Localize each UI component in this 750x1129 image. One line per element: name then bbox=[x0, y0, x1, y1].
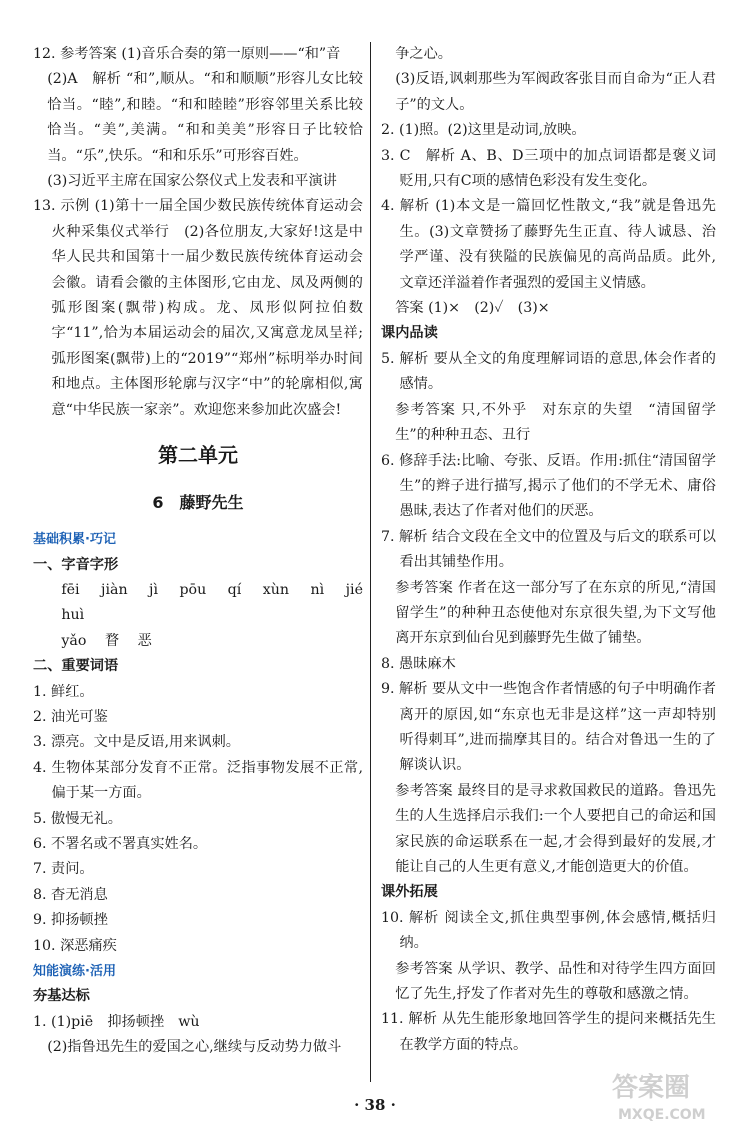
section-heading-practice: 知能演练·活用 bbox=[33, 964, 116, 979]
section-heading-reading: 课内品读 bbox=[381, 325, 438, 342]
section-heading-basic: 基础积累·巧记 bbox=[33, 532, 116, 548]
vocab-item: 3. 漂亮。文中是反语,用来讽刺。 bbox=[33, 734, 240, 751]
answer-item: 10. 解析 阅读全文,抓住典型事例,体会感情,概括归纳。 bbox=[381, 909, 716, 952]
watermark-url: MXQE.COM bbox=[618, 1107, 706, 1123]
answer-item: 4. 解析 (1)本文是一篇回忆性散文,“我”就是鲁迅先生。(3)文章赞扬了藤野先生正直、待人诚恳、治学严谨、没有狭隘的民族偏见的高尚品质。此外,文章还洋溢着作者强烈的爱国主义情感。 bbox=[381, 198, 716, 291]
answer-item: 1. (1)piē 抑扬顿挫 wù bbox=[33, 1013, 200, 1030]
q12-part3: (3)习近平主席在国家公祭仪式上发表和平演讲 bbox=[47, 173, 337, 190]
answer-item: 7. 解析 结合文段在全文中的位置及与后文的联系可以看出其铺垫作用。 bbox=[381, 528, 716, 571]
q13-answer: 13. 示例 (1)第十一届全国少数民族传统体育运动会火种采集仪式举行 (2)各位朋友,大家好!这是中华人民共和国第十一届少数民族传统体育运动会会徽。请看会徽的主体图形,它由龙、凤及两侧的弧形图案(飘带)构成。龙、凤形似阿拉伯数字“11”,恰为本届运动会的届次,又寓意龙凤呈祥;弧形图案(飘带)上的“2019”“郑州”标明举办时间和地点。主体图形轮廓与汉字“中”的轮廓相似,寓意“中华民族一家亲”。欢迎您来参加此次盛会! bbox=[33, 198, 363, 418]
answer-item: 8. 愚昧麻木 bbox=[381, 655, 456, 672]
vocab-item: 8. 杳无消息 bbox=[33, 886, 108, 903]
vocab-item: 7. 责问。 bbox=[33, 861, 94, 878]
right-column bbox=[381, 42, 716, 1058]
vocab-item: 2. 油光可鉴 bbox=[33, 708, 108, 725]
answer-item: 11. 解析 从先生能形象地回答学生的提问来概括先生在教学方面的特点。 bbox=[381, 1011, 716, 1053]
vocab-item: 6. 不署名或不署真实姓名。 bbox=[33, 835, 208, 852]
reference-answer: 参考答案 只,不外乎 对东京的失望 “清国留学生”的种种丑态、丑行 bbox=[395, 401, 716, 444]
answer-item: 9. 解析 要从文中一些饱含作者情感的句子中明确作者离开的原因,如“东京也无非是这样”这一声却特别听得刺耳”,进而揣摩其目的。结合对鲁迅一生的了解谈认识。 bbox=[381, 681, 716, 774]
answer-key: 答案 (1)× (2)✓ (3)× bbox=[395, 300, 550, 317]
reference-answer: 参考答案 从学识、教学、品性和对待学生四方面回忆了先生,抒发了作者对先生的尊敬和感激之情。 bbox=[395, 960, 716, 1003]
answer-item: 6. 修辞手法:比喻、夸张、反语。作用:抓住“清国留学生”的辫子进行描写,揭示了他们的不学无术、庸俗愚昧,表达了作者对他们的厌恶。 bbox=[381, 452, 716, 520]
answer-part3: (3)反语,讽刺那些为军阀政客张目而自命为“正人君子”的文人。 bbox=[395, 71, 716, 113]
vocab-item: 5. 傲慢无礼。 bbox=[33, 810, 122, 827]
reference-answer: 参考答案 最终目的是寻求救国救民的道路。鲁迅先生的人生选择启示我们:一个人要把自己的命运和国家民族的命运联系在一起,才会得到最好的发展,才能让自己的人生更有意义,才能创造更大的价值。 bbox=[395, 782, 716, 875]
left-column bbox=[33, 42, 363, 1061]
answer-item-part2: (2)指鲁迅先生的爱国之心,继续与反动势力做斗 bbox=[47, 1039, 342, 1056]
reference-answer: 参考答案 作者在这一部分写了在东京的所见,“清国留学生”的种种丑态使他对东京很失望,为下文写他离开东京到仙台见到藤野先生做了铺垫。 bbox=[395, 579, 716, 647]
subsection-heading: 夯基达标 bbox=[33, 988, 90, 1005]
continued-text: 争之心。 bbox=[395, 46, 452, 62]
lesson-title: 6 藤野先生 bbox=[152, 493, 244, 513]
part-heading-vocabulary: 二、重要词语 bbox=[33, 658, 119, 675]
column-divider bbox=[370, 42, 371, 1082]
answer-item: 5. 解析 要从全文的角度理解词语的意思,体会作者的感情。 bbox=[381, 350, 716, 393]
vocab-item: 9. 抑扬顿挫 bbox=[33, 912, 108, 929]
q12-part2: (2)A 解析 “和”,顺从。“和和顺顺”形容儿女比较恰当。“睦”,和睦。“和和睦睦”形容邻里关系比较恰当。“美”,美满。“和和美美”形容日子比较恰当。“乐”,快乐。“和和乐乐”可形容百姓。 bbox=[47, 71, 363, 164]
unit-title: 第二单元 bbox=[158, 443, 238, 468]
answer-item: 3. C 解析 A、B、D三项中的加点词语都是褒义词贬用,只有C项的感情色彩没有发生变化。 bbox=[381, 147, 716, 190]
pinyin-line-1: fēi jiàn jì pōu qí xùn nì jié huì bbox=[61, 581, 363, 624]
vocab-item: 4. 生物体某部分发育不正常。泛指事物发展不正常,偏于某一方面。 bbox=[33, 759, 363, 802]
vocab-item: 1. 鲜红。 bbox=[33, 683, 94, 700]
pinyin-line-2: yǎo 瞀 恶 bbox=[61, 632, 152, 649]
watermark-logo: 答案圈 bbox=[612, 1073, 691, 1103]
vocab-item: 10. 深恶痛疾 bbox=[33, 937, 117, 954]
part-heading-pronunciation: 一、字音字形 bbox=[33, 556, 119, 573]
answer-item: 2. (1)照。(2)这里是动词,放映。 bbox=[381, 122, 586, 139]
page-number: · 38 · bbox=[354, 1096, 396, 1114]
q12-answer: 12. 参考答案 (1)音乐合奏的第一原则——“和”音 bbox=[33, 46, 341, 62]
section-heading-extension: 课外拓展 bbox=[381, 884, 438, 901]
